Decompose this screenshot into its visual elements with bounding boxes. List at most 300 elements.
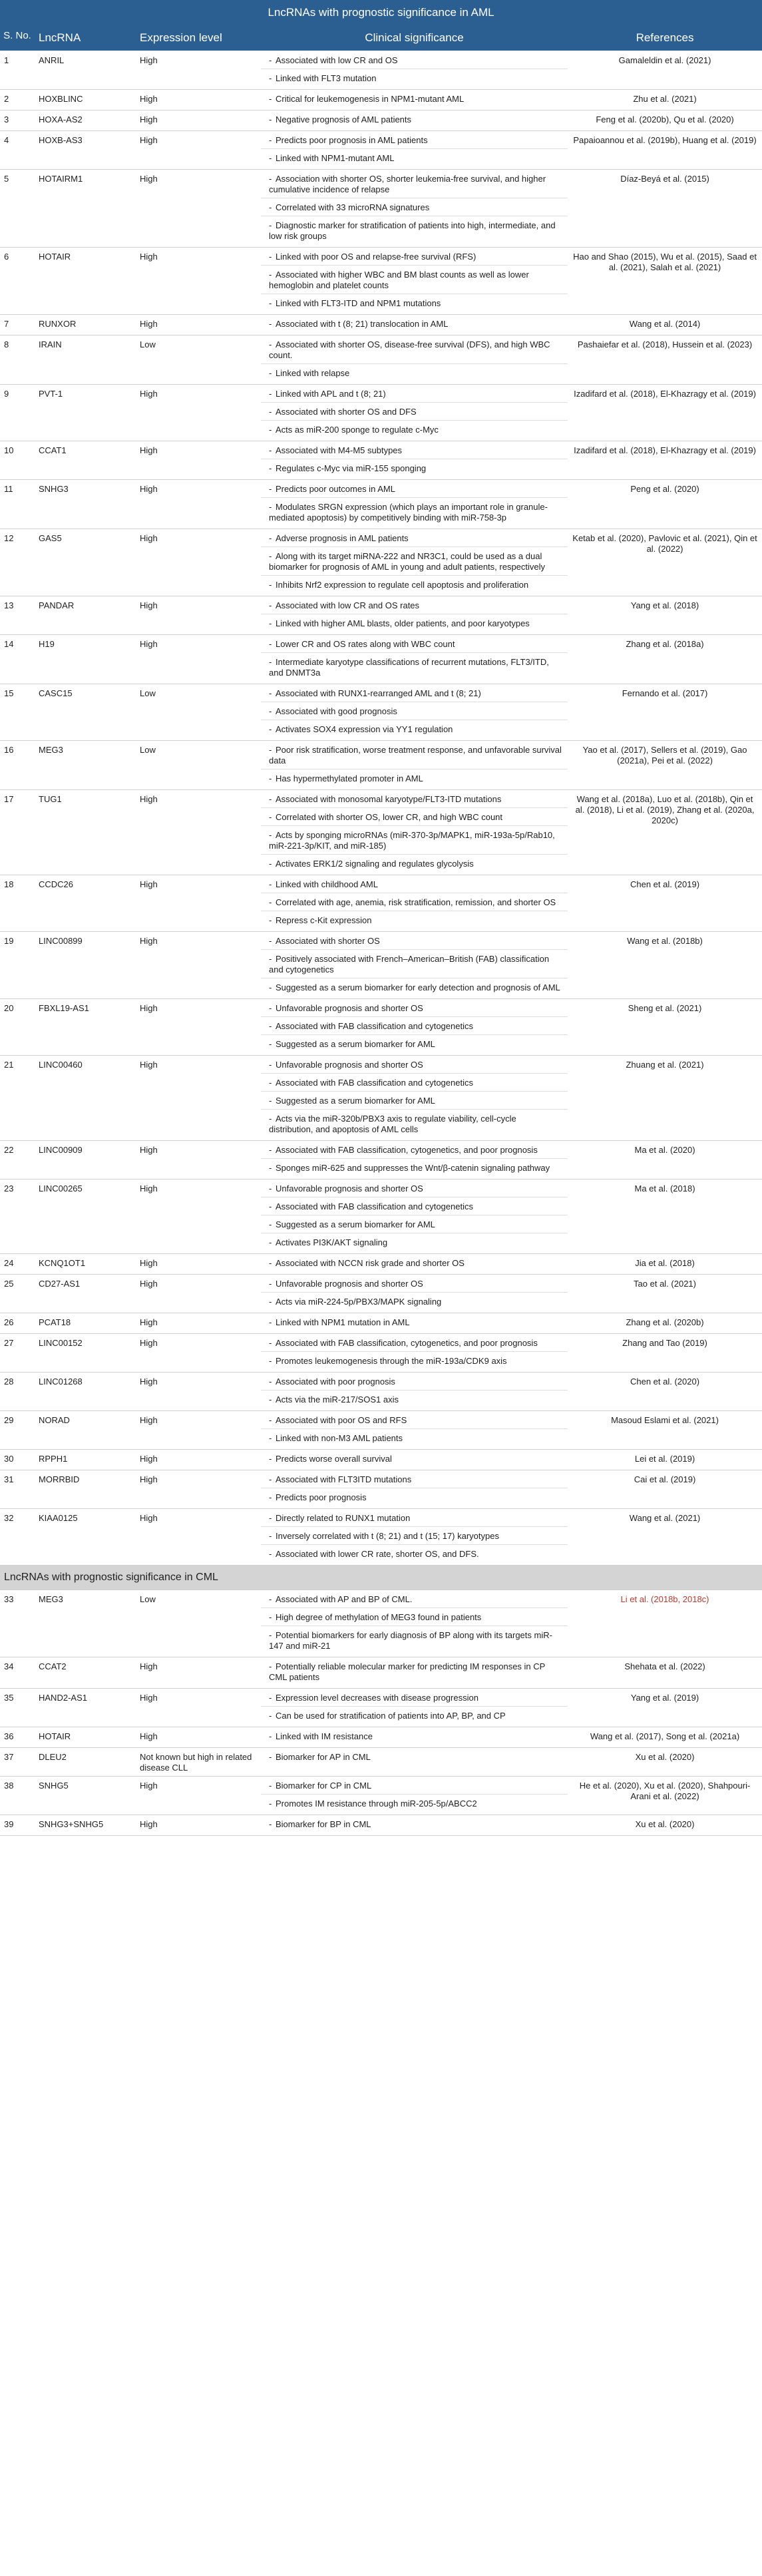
significance-item: - Promotes IM resistance through miR-205-5p/ABCC2 (261, 1795, 568, 1815)
reference: Xu et al. (2020) (568, 1815, 762, 1836)
row-number: 38 (0, 1777, 35, 1815)
expression-level: High (136, 1373, 261, 1411)
reference: Jia et al. (2018) (568, 1254, 762, 1275)
significance-item: - Unfavorable prognosis and shorter OS (261, 1275, 568, 1293)
significance-item: - Linked with childhood AML (261, 875, 568, 893)
expression-level: High (136, 1180, 261, 1254)
expression-level: High (136, 110, 261, 131)
clinical-significance (261, 1180, 568, 1254)
expression-level: High (136, 131, 261, 170)
clinical-significance (261, 1141, 568, 1180)
row-number: 34 (0, 1657, 35, 1689)
expression-level: Low (136, 1590, 261, 1657)
row-number: 20 (0, 999, 35, 1056)
cml-body (0, 1590, 762, 1836)
significance-item: - Regulates c-Myc via miR-155 sponging (261, 459, 568, 479)
table-row (0, 741, 762, 790)
significance-item: - Correlated with shorter OS, lower CR, and high WBC count (261, 808, 568, 826)
reference: Wang et al. (2014) (568, 315, 762, 335)
row-number: 4 (0, 131, 35, 170)
row-number: 7 (0, 315, 35, 335)
clinical-significance (261, 1254, 568, 1275)
table-row (0, 1180, 762, 1254)
reference[interactable]: Li et al. (2018b, 2018c) (568, 1590, 762, 1657)
table-row (0, 1334, 762, 1373)
row-number: 32 (0, 1509, 35, 1566)
lncrna-name: CCAT2 (35, 1657, 136, 1689)
clinical-significance (261, 1313, 568, 1334)
row-number: 35 (0, 1689, 35, 1727)
clinical-significance (261, 1334, 568, 1373)
significance-item: - Associated with FAB classification, cytogenetics, and poor prognosis (261, 1334, 568, 1352)
reference: Zhang et al. (2018a) (568, 635, 762, 684)
reference: Izadifard et al. (2018), El-Khazragy et al. (2019) (568, 385, 762, 441)
lncrna-name: HOTAIR (35, 1727, 136, 1748)
lncrna-name: HOXB-AS3 (35, 131, 136, 170)
expression-level: High (136, 1777, 261, 1815)
clinical-significance (261, 1509, 568, 1566)
lncrna-name: LINC00899 (35, 932, 136, 999)
header-row (0, 25, 762, 51)
expression-level: Not known but high in related disease CLL (136, 1748, 261, 1777)
table-row (0, 1470, 762, 1509)
row-number: 19 (0, 932, 35, 999)
reference: Chen et al. (2019) (568, 875, 762, 932)
clinical-significance (261, 1056, 568, 1141)
lncrna-name: TUG1 (35, 790, 136, 875)
lncrna-name: CASC15 (35, 684, 136, 741)
lncrna-name: DLEU2 (35, 1748, 136, 1777)
expression-level: High (136, 1313, 261, 1334)
table-row (0, 441, 762, 480)
significance-item: - Repress c-Kit expression (261, 911, 568, 931)
reference: Yang et al. (2019) (568, 1689, 762, 1727)
lncrna-name: ANRIL (35, 51, 136, 90)
reference: Zhang et al. (2020b) (568, 1313, 762, 1334)
reference: Gamaleldin et al. (2021) (568, 51, 762, 90)
significance-item: - Suggested as a serum biomarker for early detection and prognosis of AML (261, 978, 568, 998)
clinical-significance (261, 385, 568, 441)
lncrna-name: LINC00460 (35, 1056, 136, 1141)
header-clinical: Clinical significance (261, 25, 568, 51)
row-number: 31 (0, 1470, 35, 1509)
significance-item: - Associated with low CR and OS rates (261, 596, 568, 614)
expression-level: High (136, 1056, 261, 1141)
lncrna-name: FBXL19-AS1 (35, 999, 136, 1056)
expression-level: High (136, 385, 261, 441)
clinical-significance (261, 1590, 568, 1657)
reference: Chen et al. (2020) (568, 1373, 762, 1411)
significance-item: - Associated with lower CR rate, shorter OS, and DFS. (261, 1545, 568, 1565)
reference: Zhu et al. (2021) (568, 90, 762, 110)
lncrna-name: HAND2-AS1 (35, 1689, 136, 1727)
reference: Feng et al. (2020b), Qu et al. (2020) (568, 110, 762, 131)
clinical-significance (261, 335, 568, 385)
lncrna-name: SNHG3 (35, 480, 136, 529)
significance-item: - Along with its target miRNA-222 and NR3C1, could be used as a dual biomarker for prognosis of AML in young and adult patients, respectively (261, 547, 568, 576)
row-number: 13 (0, 596, 35, 635)
significance-item: - Predicts poor prognosis in AML patients (261, 131, 568, 149)
significance-item: - Linked with non-M3 AML patients (261, 1429, 568, 1449)
expression-level: High (136, 1657, 261, 1689)
expression-level: Low (136, 741, 261, 790)
significance-item: - Suggested as a serum biomarker for AML (261, 1035, 568, 1055)
reference: Ma et al. (2020) (568, 1141, 762, 1180)
reference: Pashaiefar et al. (2018), Hussein et al. (2023) (568, 335, 762, 385)
lncrna-name: NORAD (35, 1411, 136, 1450)
reference: Tao et al. (2021) (568, 1275, 762, 1313)
significance-item: - Linked with NPM1-mutant AML (261, 149, 568, 169)
clinical-significance (261, 90, 568, 110)
lncrna-name: PCAT18 (35, 1313, 136, 1334)
row-number: 8 (0, 335, 35, 385)
expression-level: High (136, 1411, 261, 1450)
row-number: 3 (0, 110, 35, 131)
row-number: 1 (0, 51, 35, 90)
expression-level: High (136, 999, 261, 1056)
table-row (0, 684, 762, 741)
significance-item: - Intermediate karyotype classifications of recurrent mutations, FLT3/ITD, and DNMT3a (261, 653, 568, 684)
expression-level: High (136, 635, 261, 684)
significance-item: - Activates ERK1/2 signaling and regulates glycolysis (261, 855, 568, 875)
reference: Xu et al. (2020) (568, 1748, 762, 1777)
clinical-significance (261, 1470, 568, 1509)
reference: Izadifard et al. (2018), El-Khazragy et al. (2019) (568, 441, 762, 480)
aml-table-title: LncRNAs with prognostic significance in AML (0, 0, 762, 25)
significance-item: - Linked with FLT3-ITD and NPM1 mutations (261, 294, 568, 314)
clinical-significance (261, 635, 568, 684)
expression-level: High (136, 1450, 261, 1470)
expression-level: High (136, 529, 261, 596)
reference: Wang et al. (2021) (568, 1509, 762, 1566)
header-sno: S. No. (0, 25, 35, 51)
row-number: 6 (0, 248, 35, 315)
clinical-significance (261, 1777, 568, 1815)
lncrna-name: KIAA0125 (35, 1509, 136, 1566)
reference: Díaz-Beyá et al. (2015) (568, 170, 762, 248)
significance-item: - Linked with poor OS and relapse-free survival (RFS) (261, 248, 568, 266)
significance-item: - Unfavorable prognosis and shorter OS (261, 1180, 568, 1197)
significance-item: - Associated with t (8; 21) translocation in AML (261, 315, 568, 335)
expression-level: High (136, 1470, 261, 1509)
expression-level: High (136, 1275, 261, 1313)
table-row (0, 1056, 762, 1141)
significance-item: - Predicts poor outcomes in AML (261, 480, 568, 498)
significance-item: - Associated with AP and BP of CML. (261, 1590, 568, 1608)
clinical-significance (261, 1748, 568, 1777)
table-row (0, 131, 762, 170)
expression-level: High (136, 1689, 261, 1727)
lncrna-name: HOTAIRM1 (35, 170, 136, 248)
clinical-significance (261, 1657, 568, 1689)
table-row (0, 90, 762, 110)
reference: Ketab et al. (2020), Pavlovic et al. (2021), Qin et al. (2022) (568, 529, 762, 596)
table-row (0, 1509, 762, 1566)
significance-item: - Inhibits Nrf2 expression to regulate cell apoptosis and proliferation (261, 576, 568, 596)
significance-item: - Unfavorable prognosis and shorter OS (261, 1056, 568, 1074)
clinical-significance (261, 684, 568, 741)
lncrna-name: GAS5 (35, 529, 136, 596)
significance-item: - Acts via miR-224-5p/PBX3/MAPK signaling (261, 1293, 568, 1313)
significance-item: - Linked with NPM1 mutation in AML (261, 1313, 568, 1333)
clinical-significance (261, 110, 568, 131)
significance-item: - Directly related to RUNX1 mutation (261, 1509, 568, 1527)
clinical-significance (261, 480, 568, 529)
row-number: 25 (0, 1275, 35, 1313)
significance-item: - Associated with FAB classification and cytogenetics (261, 1074, 568, 1092)
table-row (0, 1411, 762, 1450)
expression-level: High (136, 1509, 261, 1566)
table-row (0, 529, 762, 596)
lncrna-name: SNHG3+SNHG5 (35, 1815, 136, 1836)
expression-level: High (136, 1334, 261, 1373)
table-row (0, 1141, 762, 1180)
table-row (0, 110, 762, 131)
table-row (0, 596, 762, 635)
clinical-significance (261, 790, 568, 875)
significance-item: - Associated with good prognosis (261, 702, 568, 720)
row-number: 10 (0, 441, 35, 480)
significance-item: - Expression level decreases with disease progression (261, 1689, 568, 1707)
significance-item: - Associated with FAB classification and cytogenetics (261, 1197, 568, 1215)
reference: Yang et al. (2018) (568, 596, 762, 635)
reference: Yao et al. (2017), Sellers et al. (2019), Gao (2021a), Pei et al. (2022) (568, 741, 762, 790)
row-number: 14 (0, 635, 35, 684)
table-row (0, 1590, 762, 1657)
cml-section-row (0, 1566, 762, 1590)
table-row (0, 1748, 762, 1777)
clinical-significance (261, 1373, 568, 1411)
clinical-significance (261, 1275, 568, 1313)
significance-item: - Activates PI3K/AKT signaling (261, 1233, 568, 1253)
table-row (0, 875, 762, 932)
reference: He et al. (2020), Xu et al. (2020), Shahpouri-Arani et al. (2022) (568, 1777, 762, 1815)
reference: Sheng et al. (2021) (568, 999, 762, 1056)
significance-item: - Associated with shorter OS, disease-free survival (DFS), and high WBC count. (261, 335, 568, 364)
aml-body (0, 51, 762, 1566)
significance-item: - Associated with shorter OS (261, 932, 568, 950)
expression-level: High (136, 441, 261, 480)
reference: Papaioannou et al. (2019b), Huang et al. (2019) (568, 131, 762, 170)
table-row (0, 1689, 762, 1727)
significance-item: - Linked with IM resistance (261, 1727, 568, 1747)
table-row (0, 1657, 762, 1689)
table-row (0, 480, 762, 529)
table-row (0, 170, 762, 248)
expression-level: High (136, 596, 261, 635)
row-number: 9 (0, 385, 35, 441)
row-number: 28 (0, 1373, 35, 1411)
clinical-significance (261, 131, 568, 170)
row-number: 18 (0, 875, 35, 932)
significance-item: - Poor risk stratification, worse treatment response, and unfavorable survival data (261, 741, 568, 769)
reference: Cai et al. (2019) (568, 1470, 762, 1509)
lncrna-name: MORRBID (35, 1470, 136, 1509)
significance-item: - Associated with NCCN risk grade and shorter OS (261, 1254, 568, 1274)
reference: Peng et al. (2020) (568, 480, 762, 529)
significance-item: - Predicts worse overall survival (261, 1450, 568, 1470)
significance-item: - Acts by sponging microRNAs (miR-370-3p/MAPK1, miR-193a-5p/Rab10, miR-221-3p/KIT, and miR-185) (261, 826, 568, 855)
row-number: 39 (0, 1815, 35, 1836)
row-number: 16 (0, 741, 35, 790)
reference: Shehata et al. (2022) (568, 1657, 762, 1689)
clinical-significance (261, 1689, 568, 1727)
reference: Ma et al. (2018) (568, 1180, 762, 1254)
row-number: 29 (0, 1411, 35, 1450)
significance-item: - Predicts poor prognosis (261, 1488, 568, 1508)
row-number: 2 (0, 90, 35, 110)
lncrna-name: PVT-1 (35, 385, 136, 441)
clinical-significance (261, 1727, 568, 1748)
expression-level: High (136, 1727, 261, 1748)
lncrna-name: CCDC26 (35, 875, 136, 932)
row-number: 21 (0, 1056, 35, 1141)
significance-item: - Potentially reliable molecular marker for predicting IM responses in CP CML patients (261, 1657, 568, 1688)
clinical-significance (261, 248, 568, 315)
lncrna-name: H19 (35, 635, 136, 684)
table-row (0, 385, 762, 441)
row-number: 26 (0, 1313, 35, 1334)
row-number: 37 (0, 1748, 35, 1777)
significance-item: - Linked with APL and t (8; 21) (261, 385, 568, 403)
significance-item: - Biomarker for AP in CML (261, 1748, 568, 1768)
significance-item: - Associated with higher WBC and BM blast counts as well as lower hemoglobin and platelet counts (261, 266, 568, 294)
row-number: 5 (0, 170, 35, 248)
significance-item: - Lower CR and OS rates along with WBC count (261, 635, 568, 653)
clinical-significance (261, 1450, 568, 1470)
clinical-significance (261, 441, 568, 480)
expression-level: Low (136, 684, 261, 741)
lncrna-name: MEG3 (35, 1590, 136, 1657)
expression-level: High (136, 1254, 261, 1275)
significance-item: - Has hypermethylated promoter in AML (261, 769, 568, 789)
row-number: 30 (0, 1450, 35, 1470)
table-row (0, 635, 762, 684)
clinical-significance (261, 170, 568, 248)
expression-level: High (136, 790, 261, 875)
significance-item: - Associated with FLT3ITD mutations (261, 1470, 568, 1488)
significance-item: - Associated with poor prognosis (261, 1373, 568, 1391)
expression-level: High (136, 932, 261, 999)
table-row (0, 335, 762, 385)
significance-item: - Acts via the miR-217/SOS1 axis (261, 1391, 568, 1410)
reference: Fernando et al. (2017) (568, 684, 762, 741)
significance-item: - Biomarker for CP in CML (261, 1777, 568, 1795)
expression-level: High (136, 315, 261, 335)
cml-section (0, 1566, 762, 1590)
table-row (0, 51, 762, 90)
expression-level: High (136, 1815, 261, 1836)
table-row (0, 1373, 762, 1411)
expression-level: High (136, 90, 261, 110)
table-row (0, 1313, 762, 1334)
clinical-significance (261, 875, 568, 932)
significance-item: - Suggested as a serum biomarker for AML (261, 1092, 568, 1110)
table-row (0, 1815, 762, 1836)
lncrna-name: HOXBLINC (35, 90, 136, 110)
significance-item: - Correlated with 33 microRNA signatures (261, 198, 568, 216)
row-number: 15 (0, 684, 35, 741)
significance-item: - Negative prognosis of AML patients (261, 110, 568, 130)
significance-item: - Linked with relapse (261, 364, 568, 384)
header-expression: Expression level (136, 25, 261, 51)
clinical-significance (261, 529, 568, 596)
significance-item: - Acts as miR-200 sponge to regulate c-Myc (261, 421, 568, 441)
significance-item: - Association with shorter OS, shorter leukemia-free survival, and higher cumulative incidence of relapse (261, 170, 568, 198)
lncrna-name: RPPH1 (35, 1450, 136, 1470)
reference: Lei et al. (2019) (568, 1450, 762, 1470)
table-row (0, 1777, 762, 1815)
lncrna-name: MEG3 (35, 741, 136, 790)
significance-item: - Associated with shorter OS and DFS (261, 403, 568, 421)
row-number: 24 (0, 1254, 35, 1275)
lncrna-name: IRAIN (35, 335, 136, 385)
clinical-significance (261, 932, 568, 999)
lncrna-name: SNHG5 (35, 1777, 136, 1815)
clinical-significance (261, 596, 568, 635)
lncrna-name: PANDAR (35, 596, 136, 635)
significance-item: - Acts via the miR-320b/PBX3 axis to regulate viability, cell-cycle distribution, and apoptosis of AML cells (261, 1110, 568, 1140)
significance-item: - Correlated with age, anemia, risk stratification, remission, and shorter OS (261, 893, 568, 911)
expression-level: Low (136, 335, 261, 385)
expression-level: High (136, 170, 261, 248)
lncrna-name: CD27-AS1 (35, 1275, 136, 1313)
header-references: References (568, 25, 762, 51)
lncrna-name: HOXA-AS2 (35, 110, 136, 131)
table-row (0, 248, 762, 315)
row-number: 11 (0, 480, 35, 529)
significance-item: - Linked with FLT3 mutation (261, 69, 568, 89)
significance-item: - Associated with FAB classification, cytogenetics, and poor prognosis (261, 1141, 568, 1159)
table-row (0, 932, 762, 999)
table-row (0, 315, 762, 335)
row-number: 17 (0, 790, 35, 875)
table-row (0, 790, 762, 875)
expression-level: High (136, 248, 261, 315)
reference: Zhang and Tao (2019) (568, 1334, 762, 1373)
significance-item: - Associated with RUNX1-rearranged AML and t (8; 21) (261, 684, 568, 702)
row-number: 12 (0, 529, 35, 596)
significance-item: - Critical for leukemogenesis in NPM1-mutant AML (261, 90, 568, 110)
clinical-significance (261, 51, 568, 90)
clinical-significance (261, 315, 568, 335)
significance-item: - Promotes leukemogenesis through the miR-193a/CDK9 axis (261, 1352, 568, 1372)
significance-item: - Linked with higher AML blasts, older patients, and poor karyotypes (261, 614, 568, 634)
clinical-significance (261, 741, 568, 790)
row-number: 23 (0, 1180, 35, 1254)
clinical-significance (261, 1815, 568, 1836)
clinical-significance (261, 1411, 568, 1450)
significance-item: - Positively associated with French–American–British (FAB) classification and cytogenetics (261, 950, 568, 978)
significance-item: - Modulates SRGN expression (which plays an important role in granule-mediated apoptosis) by competitively binding with miR-758-3p (261, 498, 568, 529)
aml-title-row (0, 0, 762, 25)
significance-item: - Associated with low CR and OS (261, 51, 568, 69)
lncrna-name: KCNQ1OT1 (35, 1254, 136, 1275)
significance-item: - Associated with FAB classification and cytogenetics (261, 1017, 568, 1035)
row-number: 27 (0, 1334, 35, 1373)
significance-item: - Can be used for stratification of patients into AP, BP, and CP (261, 1707, 568, 1727)
lncrna-name: LINC00265 (35, 1180, 136, 1254)
reference: Wang et al. (2018a), Luo et al. (2018b), Qin et al. (2018), Li et al. (2019), Zhang et al. (2020a, 2020c) (568, 790, 762, 875)
expression-level: High (136, 480, 261, 529)
reference: Masoud Eslami et al. (2021) (568, 1411, 762, 1450)
table-row (0, 1275, 762, 1313)
lncrna-name: RUNXOR (35, 315, 136, 335)
reference: Hao and Shao (2015), Wu et al. (2015), Saad et al. (2021), Salah et al. (2021) (568, 248, 762, 315)
significance-item: - Biomarker for BP in CML (261, 1815, 568, 1835)
table-row (0, 999, 762, 1056)
lncrna-name: LINC00152 (35, 1334, 136, 1373)
